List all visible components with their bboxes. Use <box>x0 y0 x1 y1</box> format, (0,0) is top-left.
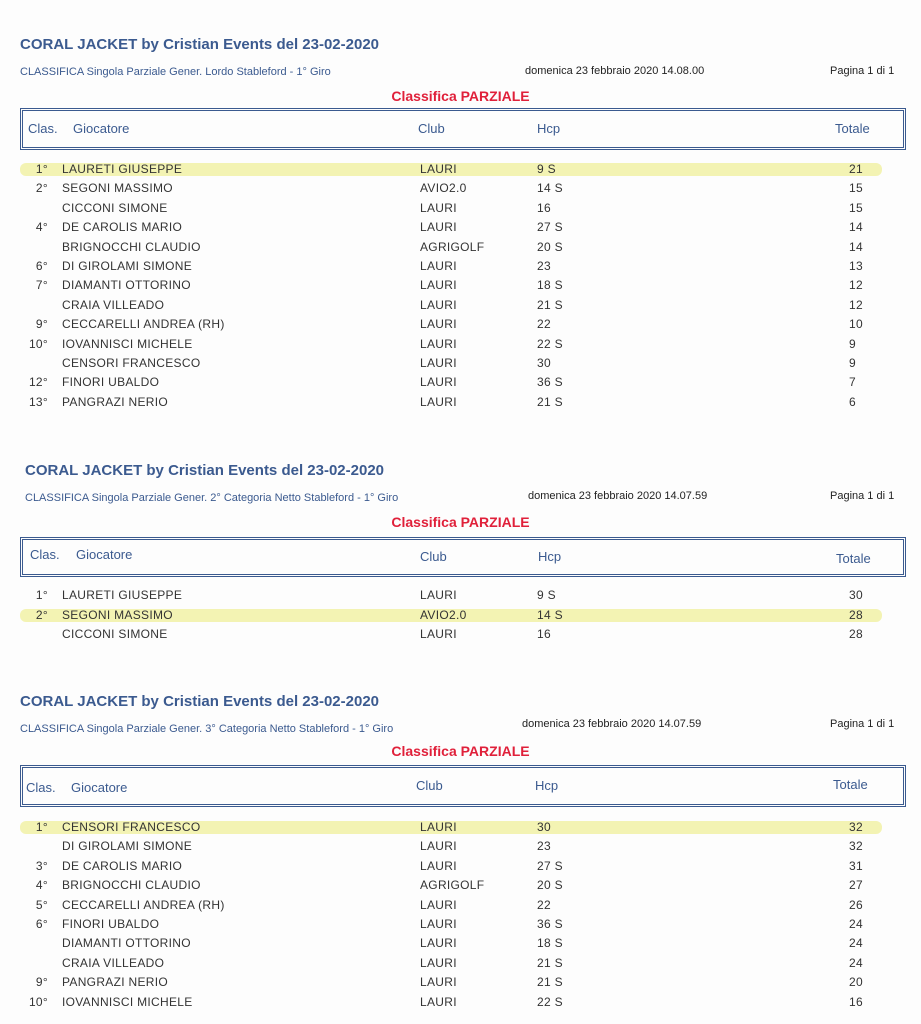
table-row <box>0 373 921 392</box>
player-name: BRIGNOCCHI CLAUDIO <box>62 240 201 254</box>
table-row <box>0 218 921 237</box>
handicap-value: 22 <box>537 317 551 331</box>
header-giocatore: Giocatore <box>73 121 130 136</box>
rank-position: 3° <box>35 859 48 873</box>
table-row <box>0 934 921 953</box>
rank-position: 2° <box>35 181 48 195</box>
header-club: Club <box>418 121 445 136</box>
player-name: DIAMANTI OTTORINO <box>62 936 191 950</box>
total-score: 15 <box>849 181 863 195</box>
table-row <box>0 818 921 837</box>
table-header-box <box>20 765 906 807</box>
total-score: 15 <box>849 201 863 215</box>
club-name: LAURI <box>420 588 457 602</box>
player-name: DI GIROLAMI SIMONE <box>62 839 193 853</box>
rank-position: 12° <box>28 375 48 389</box>
handicap-value: 22 S <box>537 995 563 1009</box>
handicap-value: 21 S <box>537 395 563 409</box>
club-name: LAURI <box>420 975 457 989</box>
table-row <box>0 973 921 992</box>
handicap-value: 16 <box>537 627 551 641</box>
player-name: PANGRAZI NERIO <box>62 975 168 989</box>
club-name: LAURI <box>420 839 457 853</box>
club-name: AVIO2.0 <box>420 181 467 195</box>
player-name: LAURETI GIUSEPPE <box>62 588 183 602</box>
table-row <box>0 354 921 373</box>
player-name: IOVANNISCI MICHELE <box>62 337 193 351</box>
handicap-value: 36 S <box>537 375 563 389</box>
club-name: LAURI <box>420 859 457 873</box>
player-name: CENSORI FRANCESCO <box>62 356 201 370</box>
player-name: BRIGNOCCHI CLAUDIO <box>62 878 201 892</box>
player-name: CICCONI SIMONE <box>62 201 168 215</box>
club-name: LAURI <box>420 337 457 351</box>
page-number: Pagina 1 di 1 <box>830 490 895 502</box>
rank-position: 10° <box>28 337 48 351</box>
total-score: 28 <box>849 608 863 622</box>
total-score: 27 <box>849 878 863 892</box>
handicap-value: 14 S <box>537 608 563 622</box>
handicap-value: 14 S <box>537 181 563 195</box>
handicap-value: 9 S <box>537 162 556 176</box>
header-giocatore: Giocatore <box>76 547 133 562</box>
player-name: CECCARELLI ANDREA (RH) <box>62 317 225 331</box>
club-name: LAURI <box>420 298 457 312</box>
total-score: 14 <box>849 240 863 254</box>
total-score: 32 <box>849 839 863 853</box>
sheet-subtitle: CLASSIFICA Singola Parziale Gener. 3° Categoria Netto Stableford - 1° Giro <box>20 723 394 735</box>
table-row <box>0 296 921 315</box>
player-name: CRAIA VILLEADO <box>62 298 165 312</box>
table-row <box>0 606 921 625</box>
club-name: LAURI <box>420 395 457 409</box>
handicap-value: 22 S <box>537 337 563 351</box>
player-name: PANGRAZI NERIO <box>62 395 168 409</box>
total-score: 12 <box>849 278 863 292</box>
rank-position: 10° <box>28 995 48 1009</box>
player-name: DE CAROLIS MARIO <box>62 220 183 234</box>
ranking-heading: Classifica PARZIALE <box>391 514 530 530</box>
ranking-heading: Classifica PARZIALE <box>391 88 530 104</box>
table-row <box>0 876 921 895</box>
club-name: LAURI <box>420 317 457 331</box>
total-score: 24 <box>849 956 863 970</box>
header-club: Club <box>416 778 443 793</box>
header-clas: Clas. <box>28 121 58 136</box>
table-row <box>0 837 921 856</box>
sheet-title: CORAL JACKET by Cristian Events del 23-02-2020 <box>20 693 380 710</box>
player-name: SEGONI MASSIMO <box>62 181 173 195</box>
total-score: 30 <box>849 588 863 602</box>
club-name: LAURI <box>420 936 457 950</box>
handicap-value: 21 S <box>537 956 563 970</box>
club-name: LAURI <box>420 898 457 912</box>
rank-position: 1° <box>35 820 48 834</box>
header-giocatore: Giocatore <box>71 780 128 795</box>
rank-position: 7° <box>35 278 48 292</box>
sheet-title: CORAL JACKET by Cristian Events del 23-02-2020 <box>25 462 385 479</box>
rank-position: 6° <box>35 917 48 931</box>
club-name: LAURI <box>420 820 457 834</box>
header-totale: Totale <box>833 777 868 792</box>
ranking-heading: Classifica PARZIALE <box>391 743 530 759</box>
handicap-value: 30 <box>537 356 551 370</box>
handicap-value: 16 <box>537 201 551 215</box>
player-name: DI GIROLAMI SIMONE <box>62 259 193 273</box>
rank-position: 5° <box>35 898 48 912</box>
club-name: LAURI <box>420 220 457 234</box>
total-score: 7 <box>849 375 856 389</box>
page-number: Pagina 1 di 1 <box>830 65 895 77</box>
player-name: CECCARELLI ANDREA (RH) <box>62 898 225 912</box>
rank-position: 2° <box>35 608 48 622</box>
rank-position: 9° <box>35 975 48 989</box>
handicap-value: 23 <box>537 259 551 273</box>
total-score: 31 <box>849 859 863 873</box>
rank-position: 1° <box>35 588 48 602</box>
table-row <box>0 954 921 973</box>
total-score: 32 <box>849 820 863 834</box>
header-club: Club <box>420 549 447 564</box>
handicap-value: 9 S <box>537 588 556 602</box>
club-name: LAURI <box>420 375 457 389</box>
handicap-value: 20 S <box>537 878 563 892</box>
total-score: 20 <box>849 975 863 989</box>
player-name: LAURETI GIUSEPPE <box>62 162 183 176</box>
ranking-sheet-2 <box>0 423 921 656</box>
handicap-value: 36 S <box>537 917 563 931</box>
table-row <box>0 257 921 276</box>
rank-position: 4° <box>35 220 48 234</box>
club-name: AVIO2.0 <box>420 608 467 622</box>
club-name: LAURI <box>420 627 457 641</box>
table-row <box>0 393 921 412</box>
player-name: IOVANNISCI MICHELE <box>62 995 193 1009</box>
player-name: SEGONI MASSIMO <box>62 608 173 622</box>
table-row <box>0 315 921 334</box>
player-name: CICCONI SIMONE <box>62 627 168 641</box>
club-name: AGRIGOLF <box>420 878 485 892</box>
header-clas: Clas. <box>30 547 60 562</box>
player-name: DE CAROLIS MARIO <box>62 859 183 873</box>
club-name: AGRIGOLF <box>420 240 485 254</box>
total-score: 12 <box>849 298 863 312</box>
total-score: 24 <box>849 917 863 931</box>
player-name: DIAMANTI OTTORINO <box>62 278 191 292</box>
handicap-value: 27 S <box>537 859 563 873</box>
print-date: domenica 23 febbraio 2020 14.08.00 <box>525 65 705 77</box>
player-name: CENSORI FRANCESCO <box>62 820 201 834</box>
club-name: LAURI <box>420 356 457 370</box>
header-hcp: Hcp <box>537 121 561 136</box>
total-score: 16 <box>849 995 863 1009</box>
club-name: LAURI <box>420 201 457 215</box>
total-score: 28 <box>849 627 863 641</box>
club-name: LAURI <box>420 956 457 970</box>
rank-position: 4° <box>35 878 48 892</box>
club-name: LAURI <box>420 259 457 273</box>
total-score: 9 <box>849 356 856 370</box>
handicap-value: 18 S <box>537 278 563 292</box>
print-date: domenica 23 febbraio 2020 14.07.59 <box>522 718 702 730</box>
ranking-sheet-1 <box>0 0 921 424</box>
sheet-subtitle: CLASSIFICA Singola Parziale Gener. Lordo Stableford - 1° Giro <box>20 66 331 78</box>
handicap-value: 20 S <box>537 240 563 254</box>
club-name: LAURI <box>420 995 457 1009</box>
handicap-value: 27 S <box>537 220 563 234</box>
header-totale: Totale <box>835 121 870 136</box>
total-score: 26 <box>849 898 863 912</box>
header-hcp: Hcp <box>538 549 562 564</box>
table-row <box>0 238 921 257</box>
header-totale: Totale <box>836 551 871 566</box>
table-row <box>0 857 921 876</box>
ranking-sheet-3 <box>0 655 921 1024</box>
club-name: LAURI <box>420 278 457 292</box>
player-name: FINORI UBALDO <box>62 917 160 931</box>
club-name: LAURI <box>420 162 457 176</box>
handicap-value: 22 <box>537 898 551 912</box>
total-score: 6 <box>849 395 856 409</box>
handicap-value: 21 S <box>537 298 563 312</box>
table-row <box>0 160 921 179</box>
table-row <box>0 915 921 934</box>
total-score: 10 <box>849 317 863 331</box>
table-row <box>0 179 921 198</box>
table-header-box <box>20 537 906 577</box>
handicap-value: 30 <box>537 820 551 834</box>
table-row <box>0 586 921 605</box>
rank-position: 9° <box>35 317 48 331</box>
sheet-title: CORAL JACKET by Cristian Events del 23-02-2020 <box>20 36 380 53</box>
total-score: 14 <box>849 220 863 234</box>
print-date: domenica 23 febbraio 2020 14.07.59 <box>528 490 708 502</box>
header-hcp: Hcp <box>535 778 559 793</box>
total-score: 9 <box>849 337 856 351</box>
rank-position: 13° <box>28 395 48 409</box>
table-row <box>0 276 921 295</box>
total-score: 24 <box>849 936 863 950</box>
total-score: 13 <box>849 259 863 273</box>
handicap-value: 18 S <box>537 936 563 950</box>
sheet-subtitle: CLASSIFICA Singola Parziale Gener. 2° Categoria Netto Stableford - 1° Giro <box>25 492 399 504</box>
rank-position: 1° <box>35 162 48 176</box>
table-row <box>0 896 921 915</box>
handicap-value: 21 S <box>537 975 563 989</box>
rank-position: 6° <box>35 259 48 273</box>
player-name: FINORI UBALDO <box>62 375 160 389</box>
club-name: LAURI <box>420 917 457 931</box>
table-row <box>0 993 921 1012</box>
table-row <box>0 199 921 218</box>
handicap-value: 23 <box>537 839 551 853</box>
player-name: CRAIA VILLEADO <box>62 956 165 970</box>
total-score: 21 <box>849 162 863 176</box>
table-row <box>0 625 921 644</box>
header-clas: Clas. <box>26 780 56 795</box>
table-row <box>0 335 921 354</box>
page-number: Pagina 1 di 1 <box>830 718 895 730</box>
table-header-box <box>20 108 906 150</box>
